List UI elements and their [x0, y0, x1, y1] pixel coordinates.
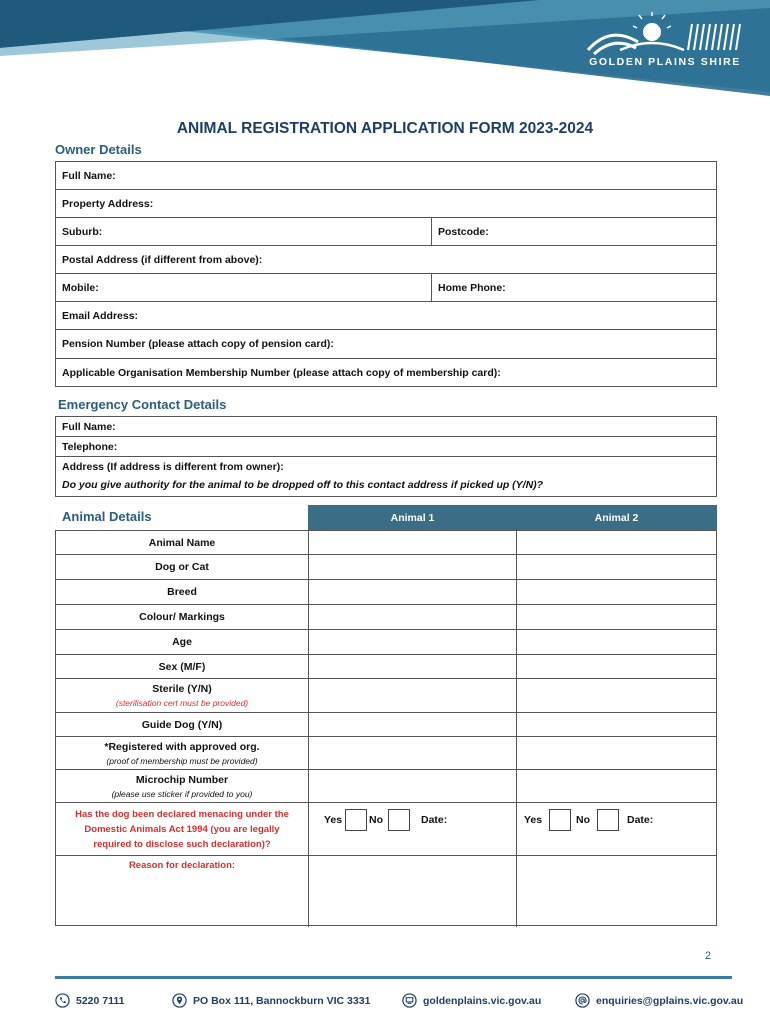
emergency-authority-label: Do you give authority for the animal to be dropped off to this contact address if picked up (Y/N)?	[62, 479, 544, 491]
animal-1-guide-dog-input[interactable]	[309, 713, 517, 736]
owner-organisation-label: Applicable Organisation Membership Number (please attach copy of membership card):	[62, 366, 501, 379]
footer-phone-text: 5220 7111	[76, 994, 125, 1007]
dog-or-cat-text: Dog or Cat	[155, 561, 209, 573]
animal-2-no-label: No	[576, 814, 590, 826]
animal-2-registered-input[interactable]	[517, 737, 716, 769]
owner-postcode-field[interactable]	[431, 218, 716, 245]
animal-1-header: Animal 1	[308, 505, 517, 530]
owner-mobile-row[interactable]	[56, 274, 716, 302]
colour-row	[56, 605, 716, 630]
menacing-text-2: Domestic Animals Act 1994 (you are legally	[84, 824, 280, 835]
animal-1-yes-checkbox[interactable]	[345, 809, 367, 831]
animal-2-guide-dog-input[interactable]	[517, 713, 716, 736]
menacing-label	[56, 803, 309, 927]
animal-1-date-label: Date:	[421, 814, 448, 826]
age-row	[56, 630, 716, 655]
location-pin-icon	[172, 993, 187, 1008]
animal-1-no-checkbox[interactable]	[388, 809, 410, 831]
menacing-text-3: required to disclose such declaration)?	[93, 839, 271, 850]
emergency-address-field[interactable]	[56, 457, 716, 477]
registered-label	[56, 737, 309, 769]
animal-name-text: Animal Name	[148, 536, 216, 549]
phone-icon	[55, 993, 70, 1008]
age-label	[56, 630, 309, 654]
emergency-authority-field[interactable]	[56, 475, 716, 495]
animal-1-age-input[interactable]	[309, 630, 517, 654]
owner-pension-label: Pension Number (please attach copy of pension card):	[62, 338, 334, 350]
microchip-label	[56, 770, 309, 802]
owner-property-address-label: Property Address:	[62, 197, 154, 210]
dog-or-cat-label	[56, 555, 309, 579]
animal-name-label	[56, 531, 309, 554]
emergency-telephone-field[interactable]	[56, 437, 716, 457]
animal-2-breed-input[interactable]	[517, 580, 716, 604]
registered-note: (proof of membership must be provided)	[106, 755, 258, 766]
footer-address[interactable]	[172, 993, 370, 1008]
sterile-text: Sterile (Y/N)	[152, 683, 212, 695]
colour-label	[56, 605, 309, 629]
animal-2-sex-input[interactable]	[517, 655, 716, 678]
animal-2-microchip-input[interactable]	[517, 770, 716, 802]
owner-full-name-field[interactable]	[56, 162, 716, 190]
animal-2-date-label: Date:	[627, 814, 654, 826]
registered-row	[56, 737, 716, 770]
animal-2-yes-checkbox[interactable]	[549, 809, 571, 831]
menacing-divider	[56, 855, 716, 856]
guide-dog-row	[56, 713, 716, 737]
animal-1-sex-input[interactable]	[309, 655, 517, 678]
animal-2-no-checkbox[interactable]	[597, 809, 619, 831]
animal-1-sterile-input[interactable]	[309, 679, 517, 712]
animal-1-no-label: No	[369, 814, 383, 826]
breed-text: Breed	[167, 586, 197, 598]
form-title: ANIMAL REGISTRATION APPLICATION FORM 2023-2024	[176, 120, 594, 137]
colour-text: Colour/ Markings	[139, 611, 225, 623]
footer-address-text: PO Box 111, Bannockburn VIC 3331	[193, 994, 371, 1007]
microchip-row	[56, 770, 716, 803]
breed-row	[56, 580, 716, 605]
reason-for-declaration-label: Reason for declaration:	[128, 860, 236, 871]
owner-postal-address-label: Postal Address (if different from above):	[62, 253, 263, 266]
animal-1-dog-or-cat-input[interactable]	[309, 555, 517, 579]
animal-1-microchip-input[interactable]	[309, 770, 517, 802]
registered-text: *Registered with approved org.	[104, 740, 260, 753]
animal-2-header: Animal 2	[516, 505, 717, 530]
emergency-telephone-label: Telephone:	[62, 440, 118, 453]
emergency-contact-box	[55, 416, 717, 497]
sterile-note: (sterilisation cert must be provided)	[115, 698, 249, 708]
menacing-text-1: Has the dog been declared menacing under the	[75, 809, 289, 820]
animal-2-menacing-cell	[517, 803, 716, 927]
animal-2-dog-or-cat-input[interactable]	[517, 555, 716, 579]
microchip-text: Microchip Number	[135, 773, 229, 786]
at-sign-icon	[575, 993, 590, 1008]
animal-2-age-input[interactable]	[517, 630, 716, 654]
microchip-note: (please use sticker if provided to you)	[111, 788, 253, 799]
footer-email-text: enquiries@gplains.vic.gov.au	[596, 994, 744, 1007]
owner-postal-address-field[interactable]	[56, 246, 716, 274]
animal-details-title: Animal Details	[62, 509, 152, 524]
owner-email-label: Email Address:	[62, 309, 139, 322]
guide-dog-text: Guide Dog (Y/N)	[141, 718, 223, 731]
owner-postcode-label: Postcode:	[438, 225, 489, 238]
emergency-full-name-field[interactable]	[56, 417, 716, 437]
emergency-address-label: Address (If address is different from owner):	[62, 461, 284, 473]
footer-email[interactable]	[575, 993, 743, 1008]
animal-2-yes-label: Yes	[524, 814, 543, 826]
footer-divider	[55, 976, 732, 979]
owner-details-title: Owner Details	[55, 142, 142, 157]
menacing-row	[56, 803, 716, 927]
owner-full-name-label: Full Name:	[62, 169, 116, 182]
owner-pension-field[interactable]	[56, 330, 716, 359]
sex-text: Sex (M/F)	[158, 660, 206, 673]
owner-mobile-label: Mobile:	[62, 281, 99, 294]
age-text: Age	[172, 636, 192, 648]
footer-website[interactable]	[402, 993, 541, 1008]
owner-home-phone-label: Home Phone:	[438, 281, 506, 294]
footer-website-text: goldenplains.vic.gov.au	[423, 994, 542, 1007]
owner-suburb-label: Suburb:	[62, 225, 103, 238]
guide-dog-label	[56, 713, 309, 736]
animal-name-row	[56, 531, 716, 555]
dog-or-cat-row	[56, 555, 716, 580]
animal-1-colour-input[interactable]	[309, 605, 517, 629]
animal-2-name-input[interactable]	[517, 531, 716, 554]
animal-details-table	[55, 530, 717, 926]
footer-phone[interactable]	[55, 993, 124, 1008]
owner-details-box	[55, 161, 717, 387]
animal-2-colour-input[interactable]	[517, 605, 716, 629]
emergency-contact-title: Emergency Contact Details	[58, 397, 227, 412]
sterile-row	[56, 679, 716, 713]
animal-1-registered-input[interactable]	[309, 737, 517, 769]
sterile-label	[56, 679, 309, 712]
sex-label	[56, 655, 309, 678]
logo-text: GOLDEN PLAINS SHIRE	[589, 56, 741, 68]
golden-plains-logo-icon	[580, 10, 750, 80]
page-number: 2	[705, 950, 712, 962]
owner-suburb-row[interactable]	[56, 218, 716, 246]
owner-property-address-field[interactable]	[56, 190, 716, 218]
animal-2-sterile-input[interactable]	[517, 679, 716, 712]
owner-email-field[interactable]	[56, 302, 716, 330]
emergency-full-name-label: Full Name:	[62, 420, 116, 433]
animal-1-menacing-cell	[309, 803, 517, 927]
owner-organisation-field[interactable]	[56, 359, 716, 386]
animal-1-name-input[interactable]	[309, 531, 517, 554]
animal-1-breed-input[interactable]	[309, 580, 517, 604]
owner-home-phone-field[interactable]	[431, 274, 716, 301]
computer-icon	[402, 993, 417, 1008]
sex-row	[56, 655, 716, 679]
animal-1-yes-label: Yes	[324, 814, 343, 826]
breed-label	[56, 580, 309, 604]
